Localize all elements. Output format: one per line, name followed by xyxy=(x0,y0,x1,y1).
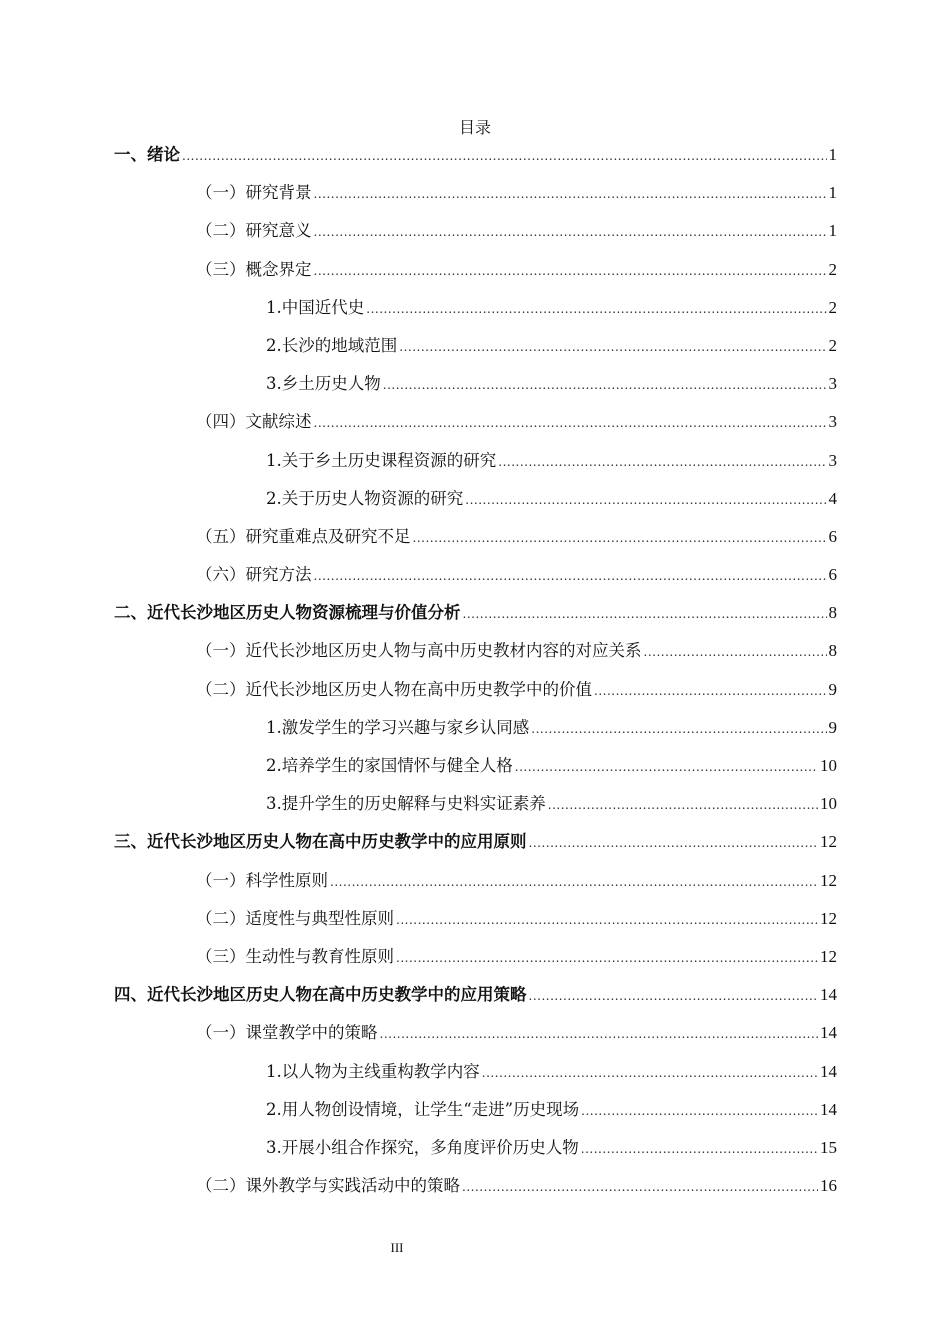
toc-entry-level-2[interactable] xyxy=(196,906,837,944)
toc-entry-level-3[interactable] xyxy=(266,791,837,829)
toc-entry-title: （二）适度性与典型性原则 xyxy=(196,908,394,928)
toc-entry-title: （三）概念界定 xyxy=(196,259,312,279)
toc-entry-level-3[interactable] xyxy=(266,371,837,409)
toc-entry-page-number: 12 xyxy=(820,832,837,852)
toc-entry-page-number: 6 xyxy=(828,526,837,546)
toc-entry-page-number: 1 xyxy=(828,221,837,241)
dot-leader xyxy=(644,639,827,665)
toc-entry-page-number: 2 xyxy=(828,335,837,355)
toc-entry-title: 1.以人物为主线重构教学内容 xyxy=(266,1061,480,1081)
toc-entry-page-number: 3 xyxy=(828,412,837,432)
toc-entry-title: （五）研究重难点及研究不足 xyxy=(196,526,411,546)
toc-entry-title: （一）科学性原则 xyxy=(196,870,328,890)
toc-entry-page-number: 4 xyxy=(828,488,837,508)
toc-entry-level-2[interactable] xyxy=(196,257,837,295)
toc-entry-level-2[interactable] xyxy=(196,868,837,906)
dot-leader xyxy=(529,983,819,1009)
toc-entry-page-number: 3 xyxy=(828,374,837,394)
dot-leader xyxy=(462,1174,818,1200)
toc-entry-page-number: 8 xyxy=(828,641,837,661)
toc-entry-level-2[interactable] xyxy=(196,1020,837,1058)
toc-entry-level-2[interactable] xyxy=(196,409,837,447)
toc-entry-title: 2.长沙的地域范围 xyxy=(266,335,398,355)
toc-entry-title: （四）文献综述 xyxy=(196,412,312,432)
toc-entry-page-number: 2 xyxy=(828,297,837,317)
dot-leader xyxy=(314,563,827,589)
toc-entry-level-3[interactable] xyxy=(266,295,837,333)
toc-entry-level-1[interactable] xyxy=(114,829,837,867)
toc-entry-title: （六）研究方法 xyxy=(196,565,312,585)
toc-entry-page-number: 9 xyxy=(828,679,837,699)
toc-entry-page-number: 14 xyxy=(820,1023,837,1043)
toc-entry-level-3[interactable] xyxy=(266,1135,837,1173)
dot-leader xyxy=(396,945,818,971)
toc-entry-title: 2.关于历史人物资源的研究 xyxy=(266,488,464,508)
toc-entry-title: （二）课外教学与实践活动中的策略 xyxy=(196,1176,460,1196)
toc-entry-title: （一）课堂教学中的策略 xyxy=(196,1023,378,1043)
dot-leader xyxy=(380,1021,819,1047)
toc-entry-title: 1.关于乡土历史课程资源的研究 xyxy=(266,450,497,470)
toc-entry-title: 2.培养学生的家国情怀与健全人格 xyxy=(266,756,513,775)
dot-leader xyxy=(482,1060,818,1086)
dot-leader xyxy=(529,830,819,856)
toc-entry-level-3[interactable] xyxy=(266,1097,837,1135)
toc-entry-page-number: 9 xyxy=(828,717,837,737)
dot-leader xyxy=(314,258,827,284)
dot-leader xyxy=(396,907,818,933)
toc-entry-title: 2.用人物创设情境，让学生“走进”历史现场 xyxy=(266,1099,580,1119)
dot-leader xyxy=(594,678,827,704)
dot-leader xyxy=(581,1098,818,1124)
toc-entry-level-1[interactable] xyxy=(114,600,837,638)
toc-entry-page-number: 6 xyxy=(828,565,837,585)
toc-entry-title: 1.中国近代史 xyxy=(266,297,365,317)
footer-page-number: III xyxy=(390,1240,404,1255)
dot-leader xyxy=(314,181,827,207)
toc-entry-page-number: 3 xyxy=(828,450,837,470)
toc-entry-title: 二、近代长沙地区历史人物资源梳理与价值分析 xyxy=(114,603,461,623)
toc-entry-page-number: 15 xyxy=(820,1137,837,1157)
toc-entry-page-number: 1 xyxy=(828,145,837,164)
toc-entry-level-3[interactable] xyxy=(266,1059,837,1097)
dot-leader xyxy=(515,754,818,780)
dot-leader xyxy=(366,296,826,322)
toc-entry-level-1[interactable] xyxy=(114,982,837,1020)
dot-leader xyxy=(314,410,827,436)
toc-entry-title: 三、近代长沙地区历史人物在高中历史教学中的应用原则 xyxy=(114,832,527,852)
toc-entry-page-number: 10 xyxy=(820,756,837,775)
toc-entry-level-2[interactable] xyxy=(196,638,837,676)
dot-leader xyxy=(531,716,826,742)
toc-entry-page-number: 14 xyxy=(820,1099,837,1119)
dot-leader xyxy=(463,601,827,627)
dot-leader xyxy=(465,487,826,513)
toc-entry-level-2[interactable] xyxy=(196,944,837,982)
toc-entry-title: （三）生动性与教育性原则 xyxy=(196,946,394,966)
dot-leader xyxy=(330,869,818,895)
toc-entry-page-number: 12 xyxy=(820,870,837,890)
toc-entry-title: 一、绪论 xyxy=(114,145,180,164)
toc-entry-level-3[interactable] xyxy=(266,333,837,371)
toc-entry-level-3[interactable] xyxy=(266,753,837,791)
toc-entry-title: 1.激发学生的学习兴趣与家乡认同感 xyxy=(266,717,530,737)
toc-entry-level-3[interactable] xyxy=(266,715,837,753)
toc-entry-level-3[interactable] xyxy=(266,486,837,524)
dot-leader xyxy=(581,1136,818,1162)
dot-leader xyxy=(399,334,826,360)
toc-entry-page-number: 16 xyxy=(820,1176,837,1196)
toc-entry-page-number: 12 xyxy=(820,946,837,966)
toc-entry-page-number: 2 xyxy=(828,259,837,279)
toc-entry-level-2[interactable] xyxy=(196,1173,837,1211)
dot-leader xyxy=(498,449,826,475)
toc-entry-title: 3.提升学生的历史解释与史料实证素养 xyxy=(266,794,546,814)
toc-entry-page-number: 10 xyxy=(820,794,837,814)
dot-leader xyxy=(383,372,827,398)
dot-leader xyxy=(413,525,827,551)
toc-entry-level-2[interactable] xyxy=(196,218,837,256)
toc-entry-level-2[interactable] xyxy=(196,524,837,562)
toc-entry-page-number: 14 xyxy=(820,985,837,1005)
toc-entry-page-number: 1 xyxy=(828,183,837,203)
toc-entry-title: （一）研究背景 xyxy=(196,183,312,203)
toc-entry-page-number: 14 xyxy=(820,1061,837,1081)
toc-entry-title: 3.乡土历史人物 xyxy=(266,374,381,394)
toc-entry-title: （二）近代长沙地区历史人物在高中历史教学中的价值 xyxy=(196,679,592,699)
dot-leader xyxy=(548,792,818,818)
toc-entry-page-number: 8 xyxy=(828,603,837,623)
toc-entry-title: 四、近代长沙地区历史人物在高中历史教学中的应用策略 xyxy=(114,985,527,1005)
toc-entry-level-2[interactable] xyxy=(196,562,837,600)
dot-leader xyxy=(182,143,827,169)
table-of-contents xyxy=(0,142,950,1211)
toc-entry-level-3[interactable] xyxy=(266,448,837,486)
toc-entry-level-2[interactable] xyxy=(196,180,837,218)
toc-entry-level-2[interactable] xyxy=(196,677,837,715)
toc-entry-page-number: 12 xyxy=(820,908,837,928)
dot-leader xyxy=(314,219,827,245)
toc-entry-title: （二）研究意义 xyxy=(196,221,312,241)
toc-title: 目录 xyxy=(458,118,491,137)
toc-entry-title: 3.开展小组合作探究，多角度评价历史人物 xyxy=(266,1137,579,1157)
toc-entry-level-1[interactable] xyxy=(114,142,837,180)
toc-entry-title: （一）近代长沙地区历史人物与高中历史教材内容的对应关系 xyxy=(196,641,642,661)
